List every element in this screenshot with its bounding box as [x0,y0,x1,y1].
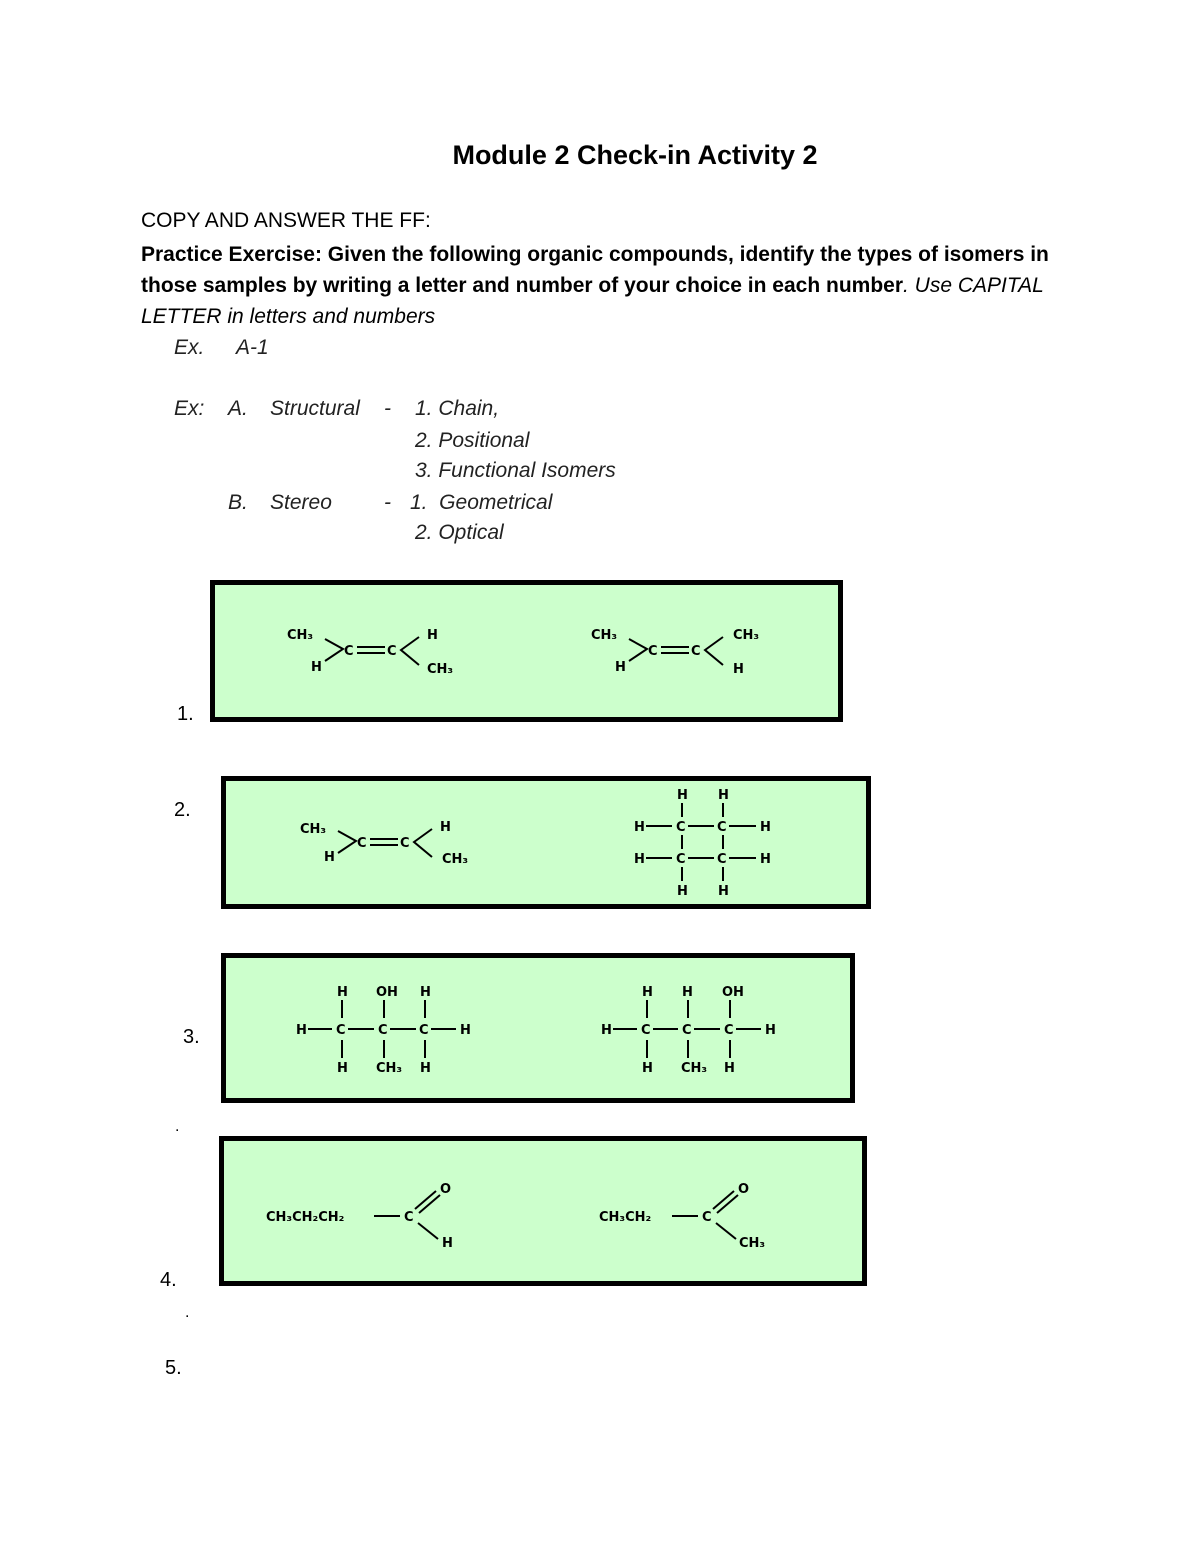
atom: C [387,644,397,659]
atom: C [702,1210,712,1225]
atom: C [336,1023,346,1038]
atom: OH [722,985,744,1000]
legend-name-structural: Structural [270,397,360,420]
q1-left-molecule [287,628,453,677]
atom: C [717,820,727,835]
atom: OH [376,985,398,1000]
atom: CH₃ [427,662,454,677]
atom: C [378,1023,388,1038]
instructions-bold-1: Practice Exercise: Given the following organic compounds, [141,243,734,266]
legend-dash-b: - [384,491,391,514]
stray-mark: . [175,1118,180,1135]
atom: CH₃CH₂ [599,1210,652,1225]
question-box-4 [219,1136,867,1286]
question-number-3: 3. [183,1026,200,1048]
atom: C [641,1023,651,1038]
atom: C [404,1210,414,1225]
q1-structures [215,585,838,717]
q3-right-molecule [601,985,776,1076]
atom: C [717,852,727,867]
instructions-bold-2: identify the types of isomers in those samples by writing a letter and number of your choice in each number [141,243,1049,297]
bond [418,1223,438,1239]
q3-structures [226,958,850,1098]
example-answer-value: A-1 [236,336,269,359]
instructions [141,239,1061,332]
atom: H [460,1023,471,1038]
atom: H [642,985,653,1000]
atom: H [420,985,431,1000]
q1-right-molecule [591,628,759,677]
stray-mark: . [185,1304,190,1321]
atom: C [344,644,354,659]
legend-name-stereo: Stereo [270,491,332,514]
legend-label: Ex: [174,397,205,420]
atom: C [419,1023,429,1038]
atom: CH₃ [287,628,314,643]
atom: C [648,644,658,659]
atom: CH₃ [591,628,618,643]
question-number-4: 4. [160,1269,177,1291]
atom: O [440,1182,452,1197]
atom: H [677,884,688,899]
atom: H [677,788,688,803]
section-heading: COPY AND ANSWER THE FF: [141,209,431,232]
legend-type-geometrical: 1. Geometrical [410,491,553,514]
question-box-2 [221,776,871,909]
bond [338,831,356,853]
question-box-1 [210,580,843,722]
atom: CH₃CH₂CH₂ [266,1210,345,1225]
question-number-2: 2. [174,799,191,821]
legend-letter-b: B. [228,491,248,514]
atom: H [296,1023,307,1038]
legend-type-optical: 2. Optical [415,521,504,544]
atom: H [760,852,771,867]
atom: CH₃ [376,1061,403,1076]
atom: H [718,788,729,803]
atom: H [324,850,335,865]
atom: H [601,1023,612,1038]
atom: CH₃ [300,822,327,837]
bond [716,1223,736,1239]
atom: H [440,820,451,835]
instructions-italic: . Use CAPITAL LETTER in letters and numbers [141,274,1044,328]
atom: H [442,1236,453,1251]
atom: H [615,660,626,675]
atom: H [642,1061,653,1076]
bond [705,637,723,665]
atom: C [357,836,367,851]
atom: H [724,1061,735,1076]
q4-left-molecule [266,1182,453,1251]
example-answer-label: Ex. [174,336,205,359]
atom: CH₃ [739,1236,766,1251]
atom: H [337,1061,348,1076]
q2-left-molecule [300,820,468,867]
legend-type-chain: 1. Chain, [415,397,500,420]
atom: H [733,662,744,677]
question-number-1: 1. [177,703,194,725]
q2-right-molecule [634,788,771,899]
atom: H [337,985,348,1000]
legend-dash-a: - [384,397,391,420]
atom: C [676,820,686,835]
bond [414,829,432,857]
q2-structures [226,781,866,904]
question-box-3 [221,953,855,1103]
atom: CH₃ [681,1061,708,1076]
legend-type-positional: 2. Positional [415,429,530,452]
atom: H [427,628,438,643]
legend-type-functional: 3. Functional Isomers [415,459,616,482]
q4-right-molecule [599,1182,765,1251]
atom: H [634,820,645,835]
atom: C [400,836,410,851]
atom: H [718,884,729,899]
q4-structures [224,1141,862,1281]
page-title: Module 2 Check-in Activity 2 [452,140,818,170]
atom: H [634,852,645,867]
atom: H [760,820,771,835]
question-number-5: 5. [165,1357,182,1379]
atom: H [420,1061,431,1076]
atom: H [311,660,322,675]
atom: H [682,985,693,1000]
atom: C [691,644,701,659]
atom: C [724,1023,734,1038]
atom: C [676,852,686,867]
bond [629,639,647,661]
atom: O [738,1182,750,1197]
bond [325,639,343,661]
bond [401,637,419,665]
q3-left-molecule [296,985,471,1076]
legend-letter-a: A. [228,397,248,420]
atom: CH₃ [733,628,760,643]
atom: C [682,1023,692,1038]
atom: H [765,1023,776,1038]
atom: CH₃ [442,852,469,867]
